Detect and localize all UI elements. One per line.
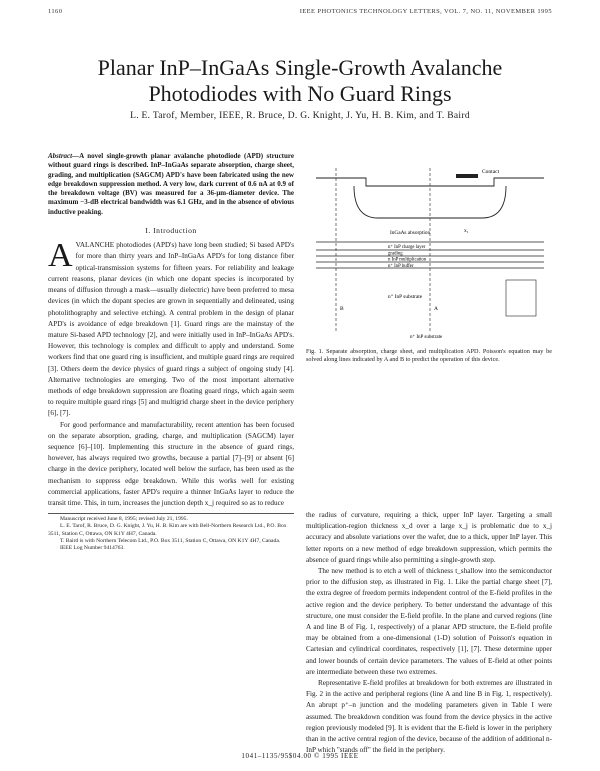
intro-paragraph-1-text: VALANCHE photodiodes (APD's) have long been studied; Si based APD's for more than thirty years and InP–InGaAs APD's for long distance fiber optical-transmission systems for fifteen years. For reliability and leakage current reasons, planar devices (in which one dopant species is incorporated by means of diffusion through a mask—usually dielectric) have been preferred to mesa devices (in which the dopant species are grown in sequentially and delineated, using photolithography and selective etching). A central problem in the design of planar APD's is avoidance of edge breakdown [1]. Guard rings are the mainstay of the mature Si-based APD technology [2], and were initially used in InP–InGaAs APD's. However, this technology is complex and difficult to apply and understand. Some workers find that one guard ring is insufficient, and multiple guard rings are required [3]. Others deem the device physics of guard rings a subject of ongoing study [4]. Alternative technologies are emerging. Two of the most important alternative methods of edge breakdown suppression are floating guard rings, which again seem to require multiple guard rings [5] and multigrid charge sheet in the device periphery [6], [7]. — [48, 241, 294, 418]
footnote-affiliation-2: T. Baird is with Northern Telecom Ltd., P.O. Box 3511, Station C, Ottawa, ON K1Y 4H7, Canada. — [60, 538, 281, 545]
abstract — [48, 152, 294, 217]
contact-pad — [456, 174, 478, 178]
figure-1-caption: Fig. 1. Separate absorption, charge sheet, and multiplication APD. Poisson's equation may be solved along lines indicated by A and B to predict the operation of this device. — [306, 348, 552, 363]
running-header: IEEE PHOTONICS TECHNOLOGY LETTERS, VOL. 7, NO. 11, NOVEMBER 1995 — [299, 8, 552, 15]
label-charge: n⁺ InP charge layer — [388, 245, 426, 250]
label-buffer: n⁺ InP buffer — [388, 263, 414, 269]
section-heading-introduction: I. Introduction — [145, 226, 197, 236]
abstract-label: Abstract— — [48, 152, 80, 160]
page-number: 1160 — [48, 8, 63, 15]
substrate-box — [506, 280, 536, 316]
label-bottom: n⁺ InP substrate — [410, 335, 443, 340]
label-grading: grading — [388, 251, 403, 257]
title-line-2: Photodiodes with No Guard Rings — [148, 81, 452, 106]
footnote-affiliation-1: L. E. Tarof, R. Bruce, D. G. Knight, J. Yu, H. B. Kim are with Bell-Northern Research Ltd., P.O. Box 3511, Station C, Ottawa, ON K1Y 4H7, Canada. — [48, 523, 287, 537]
label-multiplication: n InP multiplication — [388, 257, 427, 263]
right-column — [306, 510, 552, 756]
drop-cap: A — [48, 237, 73, 275]
footnotes — [48, 513, 294, 552]
label-substrate: n⁺ InP substrate — [388, 294, 423, 300]
label-line-b: B — [340, 306, 344, 312]
author-list: L. E. Tarof, Member, IEEE, R. Bruce, D. G. Knight, J. Yu, H. B. Kim, and T. Baird — [130, 111, 470, 121]
label-line-a: A — [434, 306, 438, 312]
right-paragraph-1: the radius of curvature, requiring a thick, upper InP layer. Targeting a small multiplication-region thickness x_d over a large x_j is problematic due to x_j accuracy and absolute variations over the wafer, due to a thick, upper InP layer. This letter reports on a new method of edge breakdown suppression, which permits the absence of guard rings while also permitting a single-growth step. — [306, 511, 552, 564]
right-paragraph-2: The new method is to etch a well of thickness t_shallow into the semiconductor prior to the diffusion step, as illustrated in Fig. 1. Like the partial charge sheet [7], the extra degree of freedom permits independent control of the E-field profiles in the active region and the device periphery. To better understand the advantage of this structure, one must consider the E-field profile. In the plane and curved regions (line A and line B of Fig. 1, respectively) of a planar APD structure, the E-field profile may be obtained from a one-dimensional (1-D) solution of Poisson's equation in Cartesian and cylindrical coordinates, respectively [1], [7]. These determine upper and lower bounds of certain device parameters. The values of E-field at other points are intermediate between these two extremes. — [306, 567, 552, 676]
intro-paragraph-2: For good performance and manufacturability, recent attention has been focused on the separate absorption, grading, charge, and multiplication (SAGCM) layer sequence [6]–[10]. Implementing this structure in the absence of guard rings, however, has always required two growths, because a partial [7]–[9] or absent [6] charge in the device periphery, located well below the surface, has been used as the mechanism to suppress edge breakdown. While this works well for existing commercial applications, faster APD's require a thinner InGaAs layer to reduce the transit time. This, in turn, increases the junction depth x_j required so as to reduce — [48, 420, 294, 507]
footnote-log-number: IEEE Log Number 9414763. — [60, 545, 125, 552]
abstract-text: A novel single-growth planar avalanche photodiode (APD) structure without guard rings is described. InP–InGaAs separate absorption, charge sheet, grading, and multiplication (SAGCM) APD's have been fabricated using the new edge breakdown suppression method. A very low, dark current of 0.6 nA at 0.9 of the breakdown voltage (BV) was measured for a 36-μm-diameter device. The maximum −3-dB electrical bandwidth was 6.1 GHz, and in the absence of obvious inductive peaking. — [48, 152, 294, 216]
figure-1-device-cross-section — [306, 160, 552, 350]
copyright-footer: 1041–1135/95$04.00 © 1995 IEEE — [241, 752, 359, 760]
left-column — [48, 152, 294, 553]
label-contact: Contact — [482, 169, 500, 175]
right-paragraph-3: Representative E-field profiles at breakdown for both extremes are illustrated in Fig. 2 in the active and peripheral regions (line A and line B in Fig. 1, respectively). An abrupt p⁺–n junction and the modeling parameters given in Table I were assumed. The breakdown condition was found from the device physics in the active region previously modeled [9]. It is evident that the E-field is lower in the periphery than in the active central region of the device, because of the addition of additional n-InP which "stands off" the field in the periphery. — [306, 679, 552, 755]
label-x1: x₁ — [464, 228, 469, 234]
label-absorption: InGaAs absorption — [390, 230, 431, 236]
footnote-received: Manuscript received June 8, 1995; revised July 21, 1995. — [60, 516, 188, 523]
title-line-1: Planar InP–InGaAs Single-Growth Avalanche — [97, 55, 503, 80]
intro-paragraph-1 — [48, 237, 294, 419]
paper-title — [0, 55, 600, 107]
